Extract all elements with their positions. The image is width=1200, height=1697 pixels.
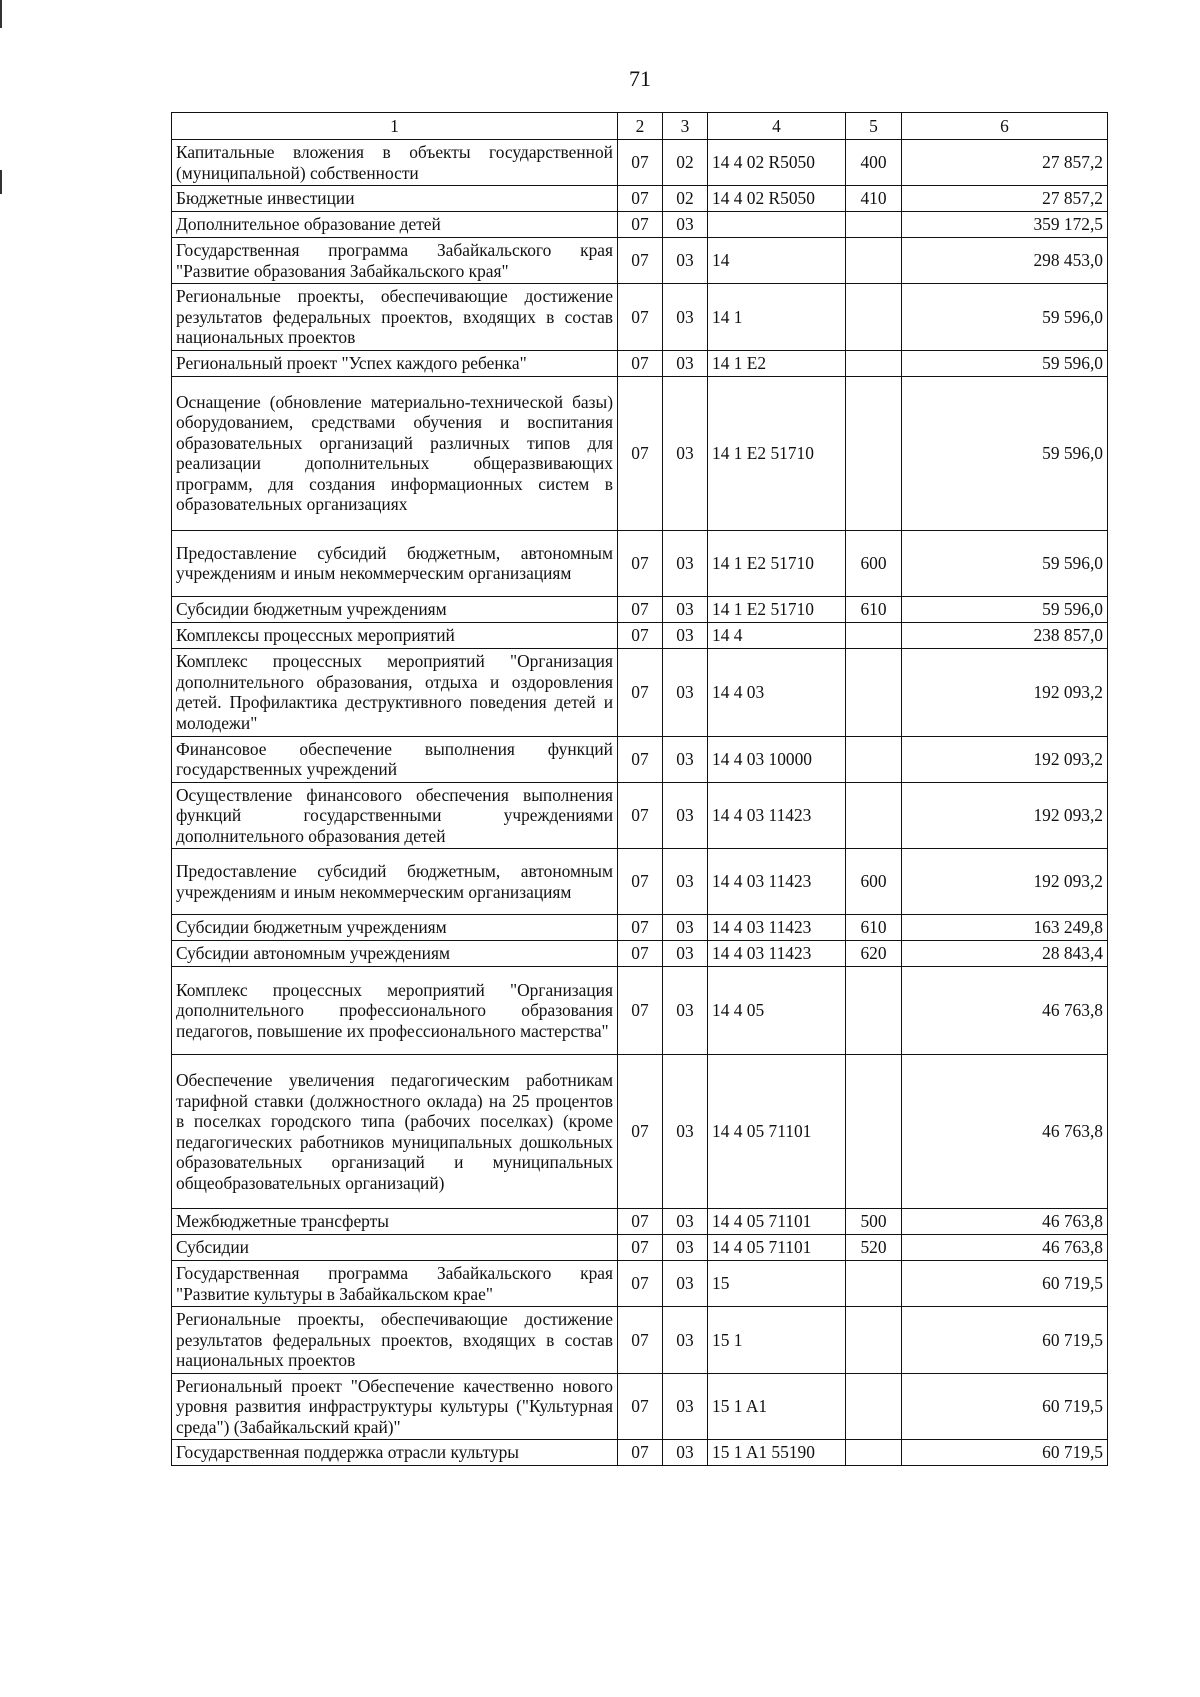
- row-section: 07: [618, 1055, 663, 1209]
- row-expense-type: [846, 1373, 902, 1440]
- row-section: 07: [618, 140, 663, 186]
- table-row: [172, 915, 1108, 941]
- col-header-amount: 6: [902, 113, 1108, 140]
- row-subsection: 03: [663, 648, 708, 736]
- row-amount: 27 857,2: [902, 186, 1108, 212]
- row-name: Межбюджетные трансферты: [172, 1209, 618, 1235]
- row-name: Обеспечение увеличения педагогическим работникам тарифной ставки (должностного оклада) на 25 процентов в поселках городского типа (рабочих поселках) (кроме педагогических работников муниципальных дошкольных образовательных организаций и муниципальных общеобразовательных организаций): [172, 1055, 618, 1209]
- row-amount: 27 857,2: [902, 140, 1108, 186]
- row-amount: 59 596,0: [902, 530, 1108, 596]
- row-section: 07: [618, 1307, 663, 1374]
- row-name: Субсидии бюджетным учреждениям: [172, 596, 618, 622]
- row-target-code: 14 4 05 71101: [708, 1235, 846, 1261]
- row-target-code: 14 1 E2 51710: [708, 376, 846, 530]
- row-target-code: 14 4 03 10000: [708, 736, 846, 782]
- table-row: [172, 1209, 1108, 1235]
- row-expense-type: [846, 967, 902, 1055]
- table-row: [172, 1373, 1108, 1440]
- row-amount: 46 763,8: [902, 967, 1108, 1055]
- row-section: 07: [618, 941, 663, 967]
- table-row: [172, 782, 1108, 849]
- table-row: [172, 1440, 1108, 1466]
- row-expense-type: [846, 284, 902, 351]
- row-expense-type: 520: [846, 1235, 902, 1261]
- row-section: 07: [618, 915, 663, 941]
- row-expense-type: 500: [846, 1209, 902, 1235]
- row-subsection: 03: [663, 622, 708, 648]
- row-expense-type: [846, 376, 902, 530]
- row-target-code: 15: [708, 1261, 846, 1307]
- table-row: [172, 648, 1108, 736]
- row-amount: 59 596,0: [902, 376, 1108, 530]
- row-name: Осуществление финансового обеспечения выполнения функций государственными учреждениями дополнительного образования детей: [172, 782, 618, 849]
- table-row: [172, 596, 1108, 622]
- row-subsection: 03: [663, 1209, 708, 1235]
- col-header-section: 2: [618, 113, 663, 140]
- row-target-code: 14 1 E2: [708, 350, 846, 376]
- row-name: Региональный проект "Успех каждого ребенка": [172, 350, 618, 376]
- table-header-row: [172, 113, 1108, 140]
- row-expense-type: 600: [846, 849, 902, 915]
- row-target-code: 15 1 A1: [708, 1373, 846, 1440]
- row-subsection: 03: [663, 782, 708, 849]
- row-amount: 59 596,0: [902, 284, 1108, 351]
- table-row: [172, 941, 1108, 967]
- row-name: Государственная программа Забайкальского края "Развитие культуры в Забайкальском крае": [172, 1261, 618, 1307]
- row-expense-type: [846, 1307, 902, 1374]
- col-header-name: 1: [172, 113, 618, 140]
- row-target-code: 14 4 05 71101: [708, 1209, 846, 1235]
- row-name: Капитальные вложения в объекты государственной (муниципальной) собственности: [172, 140, 618, 186]
- row-section: 07: [618, 782, 663, 849]
- table-row: [172, 350, 1108, 376]
- row-section: 07: [618, 350, 663, 376]
- row-subsection: 03: [663, 915, 708, 941]
- row-target-code: 14 1 E2 51710: [708, 596, 846, 622]
- row-section: 07: [618, 186, 663, 212]
- row-subsection: 02: [663, 186, 708, 212]
- row-subsection: 03: [663, 736, 708, 782]
- table-row: [172, 736, 1108, 782]
- row-subsection: 03: [663, 530, 708, 596]
- row-section: 07: [618, 596, 663, 622]
- row-target-code: 14 4 02 R5050: [708, 140, 846, 186]
- row-expense-type: [846, 782, 902, 849]
- row-amount: 60 719,5: [902, 1261, 1108, 1307]
- row-subsection: 03: [663, 1055, 708, 1209]
- row-expense-type: 610: [846, 596, 902, 622]
- row-expense-type: [846, 1261, 902, 1307]
- table-row: [172, 1055, 1108, 1209]
- row-subsection: 03: [663, 1235, 708, 1261]
- table-row: [172, 238, 1108, 284]
- row-section: 07: [618, 212, 663, 238]
- table-row: [172, 284, 1108, 351]
- row-section: 07: [618, 849, 663, 915]
- row-target-code: 14 4 03: [708, 648, 846, 736]
- row-subsection: 03: [663, 1307, 708, 1374]
- row-name: Финансовое обеспечение выполнения функций государственных учреждений: [172, 736, 618, 782]
- row-name: Региональный проект "Обеспечение качественно нового уровня развития инфраструктуры культуры ("Культурная среда") (Забайкальский край)": [172, 1373, 618, 1440]
- table-row: [172, 530, 1108, 596]
- table-row: [172, 140, 1108, 186]
- row-amount: 192 093,2: [902, 736, 1108, 782]
- row-section: 07: [618, 238, 663, 284]
- row-target-code: [708, 212, 846, 238]
- row-amount: 60 719,5: [902, 1307, 1108, 1374]
- row-subsection: 03: [663, 238, 708, 284]
- table-row: [172, 622, 1108, 648]
- row-target-code: 14 4 03 11423: [708, 915, 846, 941]
- row-expense-type: [846, 622, 902, 648]
- row-expense-type: [846, 238, 902, 284]
- row-section: 07: [618, 967, 663, 1055]
- row-amount: 192 093,2: [902, 782, 1108, 849]
- table-row: [172, 376, 1108, 530]
- row-section: 07: [618, 1209, 663, 1235]
- row-name: Субсидии бюджетным учреждениям: [172, 915, 618, 941]
- row-section: 07: [618, 376, 663, 530]
- row-subsection: 03: [663, 1373, 708, 1440]
- row-section: 07: [618, 648, 663, 736]
- row-target-code: 14 4 03 11423: [708, 782, 846, 849]
- row-name: Государственная программа Забайкальского края "Развитие образования Забайкальского края": [172, 238, 618, 284]
- row-subsection: 03: [663, 350, 708, 376]
- row-section: 07: [618, 1235, 663, 1261]
- row-subsection: 03: [663, 596, 708, 622]
- row-target-code: 14 4 05 71101: [708, 1055, 846, 1209]
- row-subsection: 03: [663, 376, 708, 530]
- row-name: Региональные проекты, обеспечивающие достижение результатов федеральных проектов, входящих в состав национальных проектов: [172, 1307, 618, 1374]
- row-amount: 298 453,0: [902, 238, 1108, 284]
- row-name: Комплекс процессных мероприятий "Организация дополнительного профессионального образования педагогов, повышение их профессионального мастерства": [172, 967, 618, 1055]
- row-amount: 46 763,8: [902, 1055, 1108, 1209]
- budget-table: [171, 112, 1108, 1466]
- row-name: Оснащение (обновление материально-технической базы) оборудованием, средствами обучения и воспитания образовательных организаций различных типов для реализации дополнительных общеразвивающих программ, для создания информационных систем в образовательных организациях: [172, 376, 618, 530]
- row-target-code: 14 4 05: [708, 967, 846, 1055]
- row-target-code: 15 1: [708, 1307, 846, 1374]
- row-section: 07: [618, 736, 663, 782]
- row-subsection: 02: [663, 140, 708, 186]
- row-name: Бюджетные инвестиции: [172, 186, 618, 212]
- row-section: 07: [618, 622, 663, 648]
- row-subsection: 03: [663, 212, 708, 238]
- row-amount: 59 596,0: [902, 596, 1108, 622]
- table-row: [172, 186, 1108, 212]
- col-header-expense-type: 5: [846, 113, 902, 140]
- row-name: Комплекс процессных мероприятий "Организация дополнительного образования, отдыха и оздоровления детей. Профилактика деструктивного поведения детей и молодежи": [172, 648, 618, 736]
- row-amount: 28 843,4: [902, 941, 1108, 967]
- row-expense-type: [846, 736, 902, 782]
- row-target-code: 14 1: [708, 284, 846, 351]
- row-amount: 359 172,5: [902, 212, 1108, 238]
- row-section: 07: [618, 530, 663, 596]
- col-header-subsection: 3: [663, 113, 708, 140]
- row-expense-type: 410: [846, 186, 902, 212]
- row-target-code: 14 4 02 R5050: [708, 186, 846, 212]
- row-amount: 192 093,2: [902, 648, 1108, 736]
- row-subsection: 03: [663, 967, 708, 1055]
- table-row: [172, 212, 1108, 238]
- row-target-code: 14: [708, 238, 846, 284]
- row-target-code: 15 1 A1 55190: [708, 1440, 846, 1466]
- row-expense-type: 620: [846, 941, 902, 967]
- row-name: Дополнительное образование детей: [172, 212, 618, 238]
- row-amount: 238 857,0: [902, 622, 1108, 648]
- row-amount: 163 249,8: [902, 915, 1108, 941]
- row-name: Региональные проекты, обеспечивающие достижение результатов федеральных проектов, входящих в состав национальных проектов: [172, 284, 618, 351]
- row-amount: 46 763,8: [902, 1235, 1108, 1261]
- row-amount: 192 093,2: [902, 849, 1108, 915]
- row-amount: 60 719,5: [902, 1440, 1108, 1466]
- row-expense-type: [846, 350, 902, 376]
- table-row: [172, 849, 1108, 915]
- row-name: Предоставление субсидий бюджетным, автономным учреждениям и иным некоммерческим организациям: [172, 530, 618, 596]
- row-section: 07: [618, 284, 663, 351]
- row-subsection: 03: [663, 1440, 708, 1466]
- row-target-code: 14 1 E2 51710: [708, 530, 846, 596]
- row-expense-type: 600: [846, 530, 902, 596]
- row-expense-type: [846, 1440, 902, 1466]
- table-row: [172, 1307, 1108, 1374]
- row-name: Субсидии автономным учреждениям: [172, 941, 618, 967]
- row-name: Комплексы процессных мероприятий: [172, 622, 618, 648]
- row-name: Субсидии: [172, 1235, 618, 1261]
- row-subsection: 03: [663, 284, 708, 351]
- row-amount: 59 596,0: [902, 350, 1108, 376]
- row-subsection: 03: [663, 941, 708, 967]
- row-amount: 60 719,5: [902, 1373, 1108, 1440]
- row-target-code: 14 4 03 11423: [708, 941, 846, 967]
- row-name: Предоставление субсидий бюджетным, автономным учреждениям и иным некоммерческим организациям: [172, 849, 618, 915]
- row-expense-type: 610: [846, 915, 902, 941]
- row-subsection: 03: [663, 1261, 708, 1307]
- row-expense-type: 400: [846, 140, 902, 186]
- row-expense-type: [846, 212, 902, 238]
- row-subsection: 03: [663, 849, 708, 915]
- table-row: [172, 967, 1108, 1055]
- table-row: [172, 1261, 1108, 1307]
- table-row: [172, 1235, 1108, 1261]
- row-expense-type: [846, 1055, 902, 1209]
- row-section: 07: [618, 1440, 663, 1466]
- row-section: 07: [618, 1261, 663, 1307]
- row-expense-type: [846, 648, 902, 736]
- row-section: 07: [618, 1373, 663, 1440]
- row-name: Государственная поддержка отрасли культуры: [172, 1440, 618, 1466]
- row-target-code: 14 4: [708, 622, 846, 648]
- row-amount: 46 763,8: [902, 1209, 1108, 1235]
- page-number: 71: [629, 66, 651, 91]
- col-header-target-code: 4: [708, 113, 846, 140]
- row-target-code: 14 4 03 11423: [708, 849, 846, 915]
